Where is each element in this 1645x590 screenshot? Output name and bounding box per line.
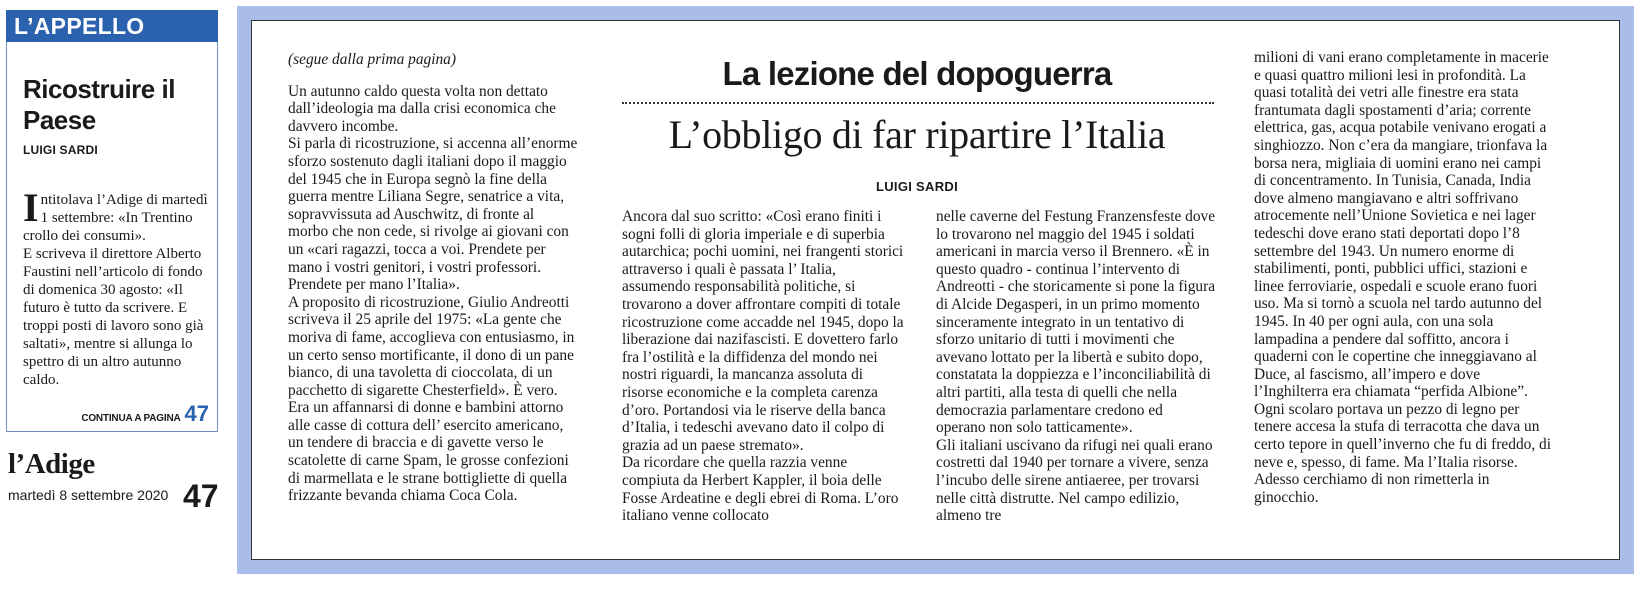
article-column-1 <box>288 51 578 505</box>
paragraph: Gli italiani uscivano da rifugi nei quali erano costretti dal 1940 per tornare a vivere, senza l’incubo delle sirene antiaeree, per trovarsi nelle città distrutte. Nel campo edilizio, almeno tre <box>936 436 1213 525</box>
sidebar-author: LUIGI SARDI <box>23 143 98 157</box>
paragraph: Ancora dal suo scritto: «Così erano finiti i sogni folli di gloria imperiale e di superbia autarchica; pochi uomini, nei frangenti storici attraverso i quali è passata l’ Italia, assumendo responsabilità politiche, si trovarono a dover affrontare compiti di totale ricostruzione come accadde nel 1945, dopo la liberazione dai nazifascisti. E dovettero farlo fra l’ostilità e la diffidenza del mondo nei nostri riguardi, la mancanza assoluta di risorse economiche e la completa carenza d’oro. Portandosi via le riserve della banca d’Italia, i tedeschi avevano dato il colpo di grazia ad un paese stremato». <box>622 208 904 454</box>
continued-note: (segue dalla prima pagina) <box>288 51 456 68</box>
article-body <box>251 20 1620 560</box>
sidebar-appello <box>6 10 218 432</box>
paragraph: milioni di vani erano completamente in macerie e quasi quattro milioni lesi in profondità. La quasi totalità dei vetri alle finestre era stata frantumata dagli spostamenti d’aria; corrente elettrica, gas, acqua potabile venivano erogati a singhiozzo. Non c’era da mangiare, trionfava la borsa nera, migliaia di uomini erano nei campi di concentramento. In Tunisia, Canada, India dove almeno mangiavano e altri soffrivano atrocemente nell’Unione Sovietica e nei lager tedeschi dove erano stati deportati dopo l’8 settembre del 1943. Un numero enorme di stabilimenti, ponti, pubblici uffici, stazioni e linee ferroviarie, ospedali e scuole erano fuori uso. Ma si tornò a scuola nel tardo autunno del 1945. In 40 per ogni aula, con una sola lampadina a pendere dal soffitto, ancora i quaderni con le copertine che inneggiavano al Duce, al fascismo, all’impero e dove l’Inghilterra era chiamata “perfida Albione”. Ogni scolaro portava un pezzo di legno per tenere accesa la stufa di terracotta che dava un certo tepore in quell’inverno che fu di freddo, di neve e, spesso, di fame. Ma l’Italia risorse. Adesso cerchiamo di non rimetterla in ginocchio. <box>1254 49 1552 506</box>
paragraph: Un autunno caldo questa volta non dettato dall’ideologia ma dalla crisi economica che davvero incombe. <box>288 82 556 135</box>
article-headline: L’obbligo di far ripartire l’Italia <box>668 112 1166 157</box>
section-tag: L’APPELLO <box>6 10 218 42</box>
continue-label: CONTINUA A PAGINA <box>81 413 181 424</box>
article-kicker: La lezione del dopoguerra <box>722 55 1112 92</box>
dotted-divider <box>622 102 1214 104</box>
sidebar-text <box>23 185 211 389</box>
article-byline: LUIGI SARDI <box>875 179 959 194</box>
sidebar-text-first: ntitolava l’Adige di martedì 1 settembre: «In Trentino crollo dei consumi». <box>23 192 208 244</box>
paragraph: A proposito di ricostruzione, Giulio Andreotti scriveva il 25 aprile del 1975: «La gente che moriva di fame, accoglieva con entusiasmo, in un certo senso mortificante, il dono di un pane bianco, di una tavoletta di cioccolata, di un pacchetto di sigarette Chesterfield». È vero. Era un affannarsi di donne e bambini attorno alle casse di cottura dell’ esercito americano, un tendere di braccia e di gavette verso le scatolette di carne Spam, le grosse confezioni di marmellata e le strane bottigliette di quella frizzante bevanda chiama Coca Cola. <box>288 293 575 505</box>
page-number: 47 <box>183 478 219 514</box>
sidebar-box <box>6 42 218 432</box>
paragraph: Da ricordare che quella razzia venne compiuta da Herbert Kappler, il boia delle Fosse Ardeatine e degli ebrei di Roma. L’oro italiano venne collocato <box>622 454 899 525</box>
drop-cap: I <box>23 185 39 230</box>
article-column-2 <box>622 208 905 525</box>
sidebar-paragraph: E scriveva il direttore Alberto Faustini nell’articolo di fondo di domenica 30 agosto: «Il futuro è tutto da scrivere. E troppi posti di lavoro sono già saltati», mentre si allunga lo spettro di un altro autunno caldo. <box>23 246 204 388</box>
article-column-3 <box>936 208 1216 525</box>
continue-page-number: 47 <box>184 401 209 426</box>
continue-link[interactable] <box>81 401 209 427</box>
issue-date: martedì 8 settembre 2020 <box>8 487 169 503</box>
paragraph: Si parla di ricostruzione, si accenna all’enorme sforzo sostenuto dagli italiani dopo il maggio del 1945 che in Europa segnò la fine della guerra mentre Liliana Segre, senatrice a vita, sopravvissuta ad Auschwitz, di fronte al morbo che non cede, si rivolge ai giovani con un «cari ragazzi, tocca a voi. Prendete per mano i vostri genitori, i vostri professori. Prendete per mano l’Italia». <box>288 135 578 294</box>
newspaper-name: l’Adige <box>8 448 95 480</box>
article-frame <box>237 6 1634 574</box>
article-column-4 <box>1254 49 1554 506</box>
sidebar-paragraph <box>23 185 211 245</box>
sidebar-title: Ricostruire il Paese <box>23 74 175 135</box>
paragraph: nelle caverne del Festung Franzensfeste dove lo trovarono nel maggio del 1945 i soldati americani in marcia verso il Brennero. «È in questo quadro - continua l’intervento di Andreotti - che storicamente si pone la figura di Alcide Degasperi, in un primo momento sinceramente integrato in un tentativo di sforzo unitario di tutti i movimenti che avevano lottato per la libertà e subito dopo, constatata la doppiezza e l’inconciliabilità di altri partiti, alla testa di quelli che nella democrazia parlamentare credono ed operano non solo tatticamente». <box>936 208 1216 437</box>
